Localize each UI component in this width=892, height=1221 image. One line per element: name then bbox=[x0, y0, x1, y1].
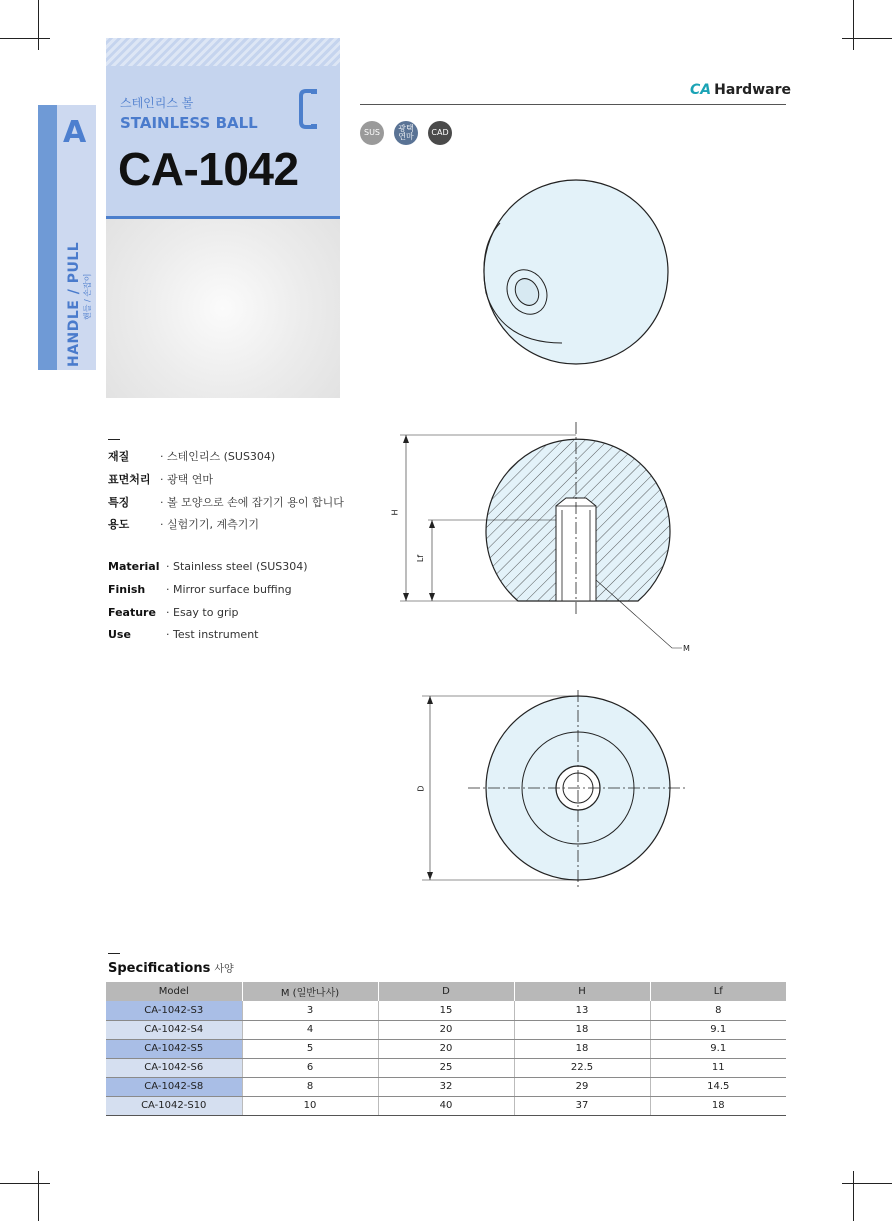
spec-kr-label: 재질 bbox=[108, 450, 130, 463]
spec-en-label: Feature bbox=[108, 606, 156, 619]
polish-badge bbox=[394, 121, 418, 145]
cell-m: 10 bbox=[242, 1096, 378, 1115]
spec-kr-value: · 스테인리스 (SUS304) bbox=[160, 450, 276, 463]
cell-d: 25 bbox=[378, 1058, 514, 1077]
spec-kr-label: 표면처리 bbox=[108, 473, 151, 486]
ball-3d-view bbox=[470, 175, 680, 370]
section-dash bbox=[108, 439, 120, 440]
product-kor-name: 스테인리스 볼 bbox=[120, 96, 194, 110]
cell-model: CA-1042-S5 bbox=[106, 1039, 242, 1058]
spec-en-label: Finish bbox=[108, 583, 146, 596]
col-header-model: Model bbox=[106, 982, 242, 1001]
table-row bbox=[106, 1001, 786, 1020]
table-row bbox=[106, 1058, 786, 1077]
cell-d: 15 bbox=[378, 1001, 514, 1020]
cell-d: 32 bbox=[378, 1077, 514, 1096]
cell-lf: 18 bbox=[650, 1096, 786, 1115]
dim-lf-label: Lf bbox=[416, 554, 426, 563]
cell-h: 29 bbox=[514, 1077, 650, 1096]
specifications-title-text: Specifications bbox=[108, 961, 211, 976]
crop-mark bbox=[38, 0, 39, 50]
cell-lf: 9.1 bbox=[650, 1039, 786, 1058]
hatch-strip bbox=[106, 38, 340, 66]
specifications-table bbox=[106, 982, 786, 1116]
cell-model: CA-1042-S10 bbox=[106, 1096, 242, 1115]
product-header bbox=[106, 38, 340, 398]
col-header-d: D bbox=[378, 982, 514, 1001]
table-row bbox=[106, 1020, 786, 1039]
category-title: HANDLE / PULL bbox=[66, 241, 82, 367]
cell-lf: 14.5 bbox=[650, 1077, 786, 1096]
table-row bbox=[106, 1077, 786, 1096]
cell-h: 37 bbox=[514, 1096, 650, 1115]
spec-kr-label: 용도 bbox=[108, 518, 130, 531]
cell-h: 18 bbox=[514, 1020, 650, 1039]
cell-model: CA-1042-S8 bbox=[106, 1077, 242, 1096]
dim-h-label: H bbox=[390, 509, 400, 516]
header-rule bbox=[360, 104, 786, 105]
specifications-title-sub: 사양 bbox=[214, 964, 234, 975]
col-header-m: M (일반나사) bbox=[242, 982, 378, 1001]
cell-h: 22.5 bbox=[514, 1058, 650, 1077]
category-subtitle: 핸들 / 손잡이 bbox=[83, 273, 92, 320]
col-header-lf: Lf bbox=[650, 982, 786, 1001]
crop-mark bbox=[842, 38, 892, 39]
cell-lf: 8 bbox=[650, 1001, 786, 1020]
cell-model: CA-1042-S3 bbox=[106, 1001, 242, 1020]
brand-name: Hardware bbox=[714, 82, 791, 98]
cell-d: 20 bbox=[378, 1039, 514, 1058]
cell-h: 13 bbox=[514, 1001, 650, 1020]
spec-en-row bbox=[108, 583, 292, 596]
table-row bbox=[106, 1039, 786, 1058]
spec-en-value: · Stainless steel (SUS304) bbox=[166, 560, 308, 573]
cell-m: 6 bbox=[242, 1058, 378, 1077]
ball-section-view bbox=[390, 420, 700, 660]
crop-mark bbox=[853, 0, 854, 50]
brand-logo-icon: CA bbox=[690, 82, 712, 98]
crop-mark bbox=[0, 38, 50, 39]
category-letter: A bbox=[63, 115, 87, 150]
cell-model: CA-1042-S6 bbox=[106, 1058, 242, 1077]
spec-kr-row bbox=[108, 516, 259, 532]
cell-h: 18 bbox=[514, 1039, 650, 1058]
spec-kr-row bbox=[108, 471, 213, 487]
crop-mark bbox=[38, 1171, 39, 1221]
table-section-dash bbox=[108, 953, 120, 954]
dim-m-label: M bbox=[683, 644, 690, 653]
spec-kr-label: 특징 bbox=[108, 496, 130, 509]
product-model: CA-1042 bbox=[118, 143, 299, 195]
spec-en-row bbox=[108, 560, 308, 573]
crop-mark bbox=[0, 1183, 50, 1184]
category-tab bbox=[38, 105, 96, 370]
dim-d-label: D bbox=[416, 785, 426, 792]
spec-kr-row bbox=[108, 494, 344, 510]
col-header-h: H bbox=[514, 982, 650, 1001]
cell-m: 5 bbox=[242, 1039, 378, 1058]
polish-badge-line-1: 광택 bbox=[398, 124, 414, 133]
crop-mark bbox=[842, 1183, 892, 1184]
product-eng-name: STAINLESS BALL bbox=[120, 114, 258, 132]
handle-bracket-icon bbox=[298, 88, 318, 130]
spec-en-value: · Mirror surface buffing bbox=[166, 583, 292, 596]
spec-kr-row bbox=[108, 448, 275, 464]
cell-m: 8 bbox=[242, 1077, 378, 1096]
cad-badge: CAD bbox=[428, 121, 452, 145]
spec-kr-value: · 광택 연마 bbox=[160, 473, 213, 486]
ball-front-view bbox=[418, 690, 694, 890]
specifications-title bbox=[108, 960, 234, 976]
spec-kr-value: · 실험기기, 계측기기 bbox=[160, 518, 259, 531]
category-tab-bar bbox=[38, 105, 57, 370]
cell-lf: 11 bbox=[650, 1058, 786, 1077]
product-photo-area bbox=[106, 219, 340, 398]
sus-badge: SUS bbox=[360, 121, 384, 145]
cell-m: 4 bbox=[242, 1020, 378, 1039]
polish-badge-line-2: 연마 bbox=[398, 132, 414, 141]
spec-en-value: · Test instrument bbox=[166, 628, 259, 641]
spec-en-value: · Esay to grip bbox=[166, 606, 239, 619]
spec-en-label: Use bbox=[108, 628, 131, 641]
table-row bbox=[106, 1096, 786, 1115]
table-header-row bbox=[106, 982, 786, 1001]
cell-lf: 9.1 bbox=[650, 1020, 786, 1039]
cell-model: CA-1042-S4 bbox=[106, 1020, 242, 1039]
spec-en-row bbox=[108, 606, 239, 619]
spec-en-label: Material bbox=[108, 560, 160, 573]
spec-kr-value: · 볼 모양으로 손에 잡기기 용이 합니다 bbox=[160, 496, 344, 509]
spec-en-row bbox=[108, 628, 259, 641]
cell-d: 40 bbox=[378, 1096, 514, 1115]
cell-m: 3 bbox=[242, 1001, 378, 1020]
brand bbox=[690, 82, 791, 98]
cell-d: 20 bbox=[378, 1020, 514, 1039]
crop-mark bbox=[853, 1171, 854, 1221]
